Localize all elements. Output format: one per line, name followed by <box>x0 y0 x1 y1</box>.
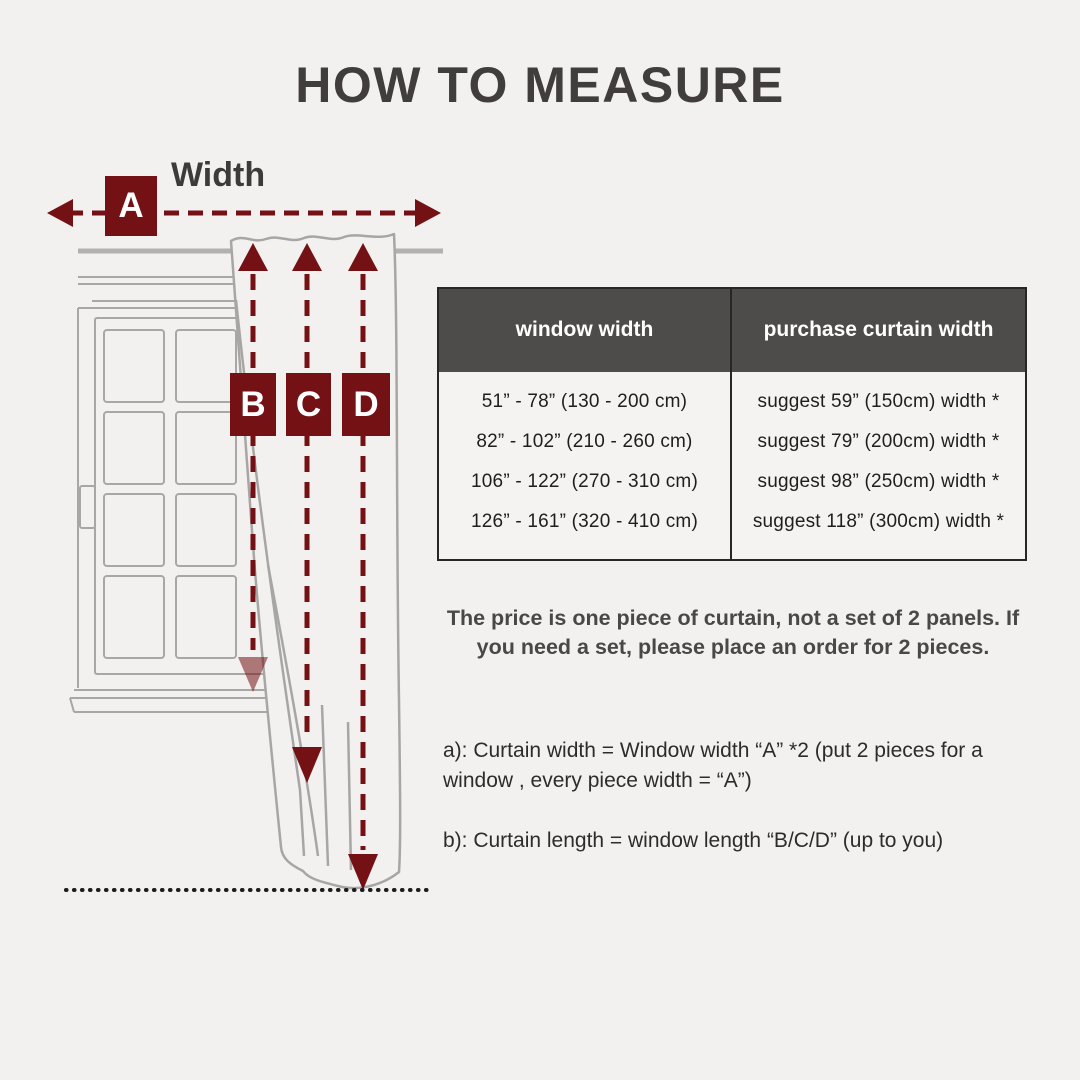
table-spacer <box>732 372 1025 382</box>
table-cell: 126” - 161” (320 - 410 cm) <box>439 502 732 542</box>
width-label: Width <box>171 156 266 194</box>
table-cell: suggest 79” (200cm) width * <box>757 431 1000 452</box>
table-cell: 106” - 122” (270 - 310 cm) <box>439 462 732 502</box>
marker-a: A <box>105 176 157 236</box>
table-header-purchase-width: purchase curtain width <box>732 289 1025 372</box>
note-curtain-width: a): Curtain width = Window width “A” *2 (put 2 pieces for a window , every piece width = “A”) <box>443 739 983 792</box>
table-cell: 51” - 78” (130 - 200 cm) <box>439 382 732 422</box>
price-note: The price is one piece of curtain, not a set of 2 panels. If you need a set, please place an order for 2 pieces. <box>446 606 1020 659</box>
marker-b: B <box>230 373 276 436</box>
curtain-sketch <box>231 234 400 888</box>
table-header-window-width: window width <box>439 289 732 372</box>
table-cell: suggest 98” (250cm) width * <box>757 471 1000 492</box>
table-cell: 82” - 102” (210 - 260 cm) <box>439 422 732 462</box>
table-spacer <box>439 372 732 382</box>
table-spacer <box>732 542 1025 559</box>
table-spacer <box>439 542 732 559</box>
table-cell: suggest 59” (150cm) width * <box>757 391 1000 412</box>
marker-c: C <box>286 373 331 436</box>
page-title: HOW TO MEASURE <box>295 57 785 113</box>
table-cell: suggest 118” (300cm) width * <box>752 511 1005 532</box>
note-curtain-length: b): Curtain length = window length “B/C/D” (up to you) <box>443 829 944 852</box>
marker-d: D <box>342 373 390 436</box>
size-table <box>437 287 1027 561</box>
